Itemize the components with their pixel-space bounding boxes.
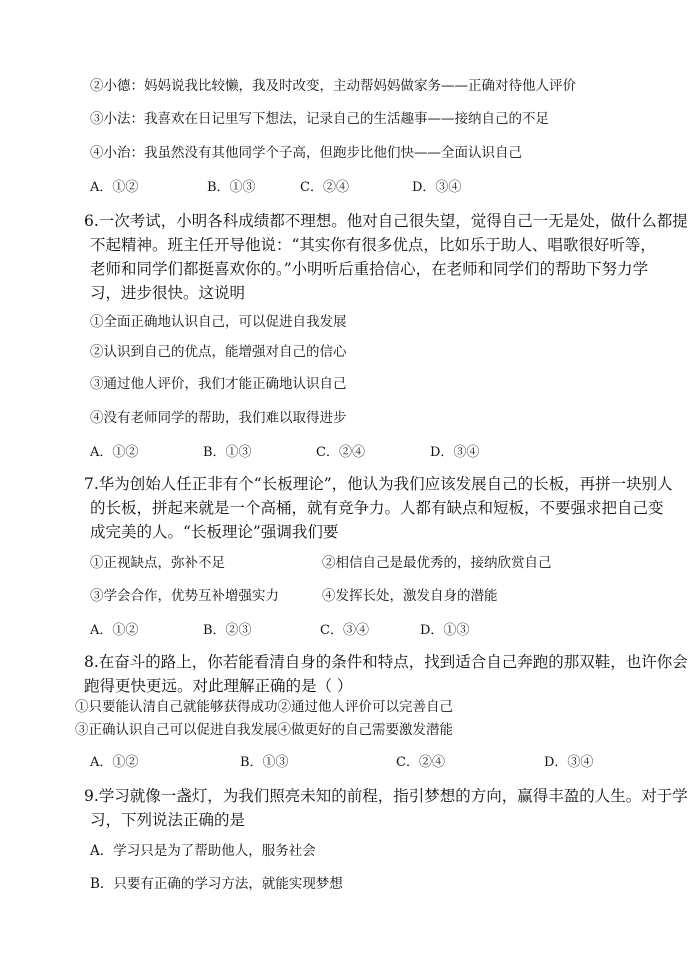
q6-stem-line-4: 习，进步很快。这说明 xyxy=(90,284,246,302)
q5-option-a: A．①② xyxy=(90,180,139,195)
q8-statement-line-1: ①只要能认清自己就能够获得成功②通过他人评价可以完善自己 xyxy=(75,699,453,715)
q8-statement-line-2: ③正确认识自己可以促进自我发展④做更好的自己需要激发潜能 xyxy=(75,722,453,738)
q7-option-c: C．③④ xyxy=(320,623,369,638)
q9-stem-line-1: 9.学习就像一盏灯，为我们照亮未知的前程，指引梦想的方向，赢得丰盈的人生。对于学 xyxy=(84,787,688,805)
q5-statement-3: ③小法：我喜欢在日记里写下想法，记录自己的生活趣事——接纳自己的不足 xyxy=(90,111,549,127)
q8-option-b: B．①③ xyxy=(240,755,289,770)
q8-stem-line-1: 8.在奋斗的路上，你若能看清自身的条件和特点，找到适合自己奔跑的那双鞋，也许你会 xyxy=(84,653,688,671)
q6-option-d: D．③④ xyxy=(430,445,480,460)
q6-statement-4: ④没有老师同学的帮助，我们难以取得进步 xyxy=(90,410,347,426)
q6-option-a: A．①② xyxy=(90,445,139,460)
q6-statement-1: ①全面正确地认识自己，可以促进自我发展 xyxy=(90,314,347,330)
q7-statement-1: ①正视缺点，弥补不足 xyxy=(90,555,225,571)
q8-option-a: A．①② xyxy=(90,755,139,770)
q6-statement-2: ②认识到自己的优点，能增强对自己的信心 xyxy=(90,344,347,360)
q8-stem-line-2: 跑得更快更远。对此理解正确的是（ ） xyxy=(84,677,353,695)
q7-stem-line-2: 的长板，拼起来就是一个高桶，就有竞争力。人都有缺点和短板，不要强求把自己变 xyxy=(90,499,664,517)
q5-statement-2: ②小德：妈妈说我比较懒，我及时改变，主动帮妈妈做家务——正确对待他人评价 xyxy=(90,78,576,94)
q7-option-b: B．②③ xyxy=(203,623,252,638)
q6-stem-line-1: 6.一次考试，小明各科成绩都不理想。他对自己很失望，觉得自己一无是处，做什么都提 xyxy=(84,212,688,230)
q8-option-c: C．②④ xyxy=(396,755,445,770)
q6-stem-line-3: 老师和同学们都挺喜欢你的。”小明听后重拾信心，在老师和同学们的帮助下努力学 xyxy=(90,260,649,278)
q8-option-d: D．③④ xyxy=(544,755,594,770)
q9-option-a: A．学习只是为了帮助他人，服务社会 xyxy=(90,843,316,859)
q5-option-b: B．①③ xyxy=(207,180,256,195)
q6-statement-3: ③通过他人评价，我们才能正确地认识自己 xyxy=(90,376,347,392)
q9-option-b: B．只要有正确的学习方法，就能实现梦想 xyxy=(90,876,343,892)
q7-statement-2: ②相信自己是最优秀的，接纳欣赏自己 xyxy=(322,555,552,571)
q7-option-a: A．①② xyxy=(90,623,139,638)
q9-stem-line-2: 习，下列说法正确的是 xyxy=(90,811,246,829)
q5-statement-4: ④小治：我虽然没有其他同学个子高，但跑步比他们快——全面认识自己 xyxy=(90,145,522,161)
q5-option-d: D．③④ xyxy=(412,180,462,195)
q7-option-d: D．①③ xyxy=(420,623,470,638)
q7-statement-4: ④发挥长处，激发自身的潜能 xyxy=(322,588,498,604)
q7-stem-line-1: 7.华为创始人任正非有个“长板理论”，他认为我们应该发展自己的长板，再拼一块别人 xyxy=(84,475,673,493)
q6-option-c: C．②④ xyxy=(316,445,365,460)
q6-stem-line-2: 不起精神。班主任开导他说：“其实你有很多优点，比如乐于助人、唱歌很好听等， xyxy=(90,236,656,254)
q7-stem-line-3: 成完美的人。“长板理论”强调我们要 xyxy=(90,523,339,541)
q6-option-b: B．①③ xyxy=(203,445,252,460)
q7-statement-3: ③学会合作，优势互补增强实力 xyxy=(90,588,279,604)
q5-option-c: C．②④ xyxy=(300,180,349,195)
